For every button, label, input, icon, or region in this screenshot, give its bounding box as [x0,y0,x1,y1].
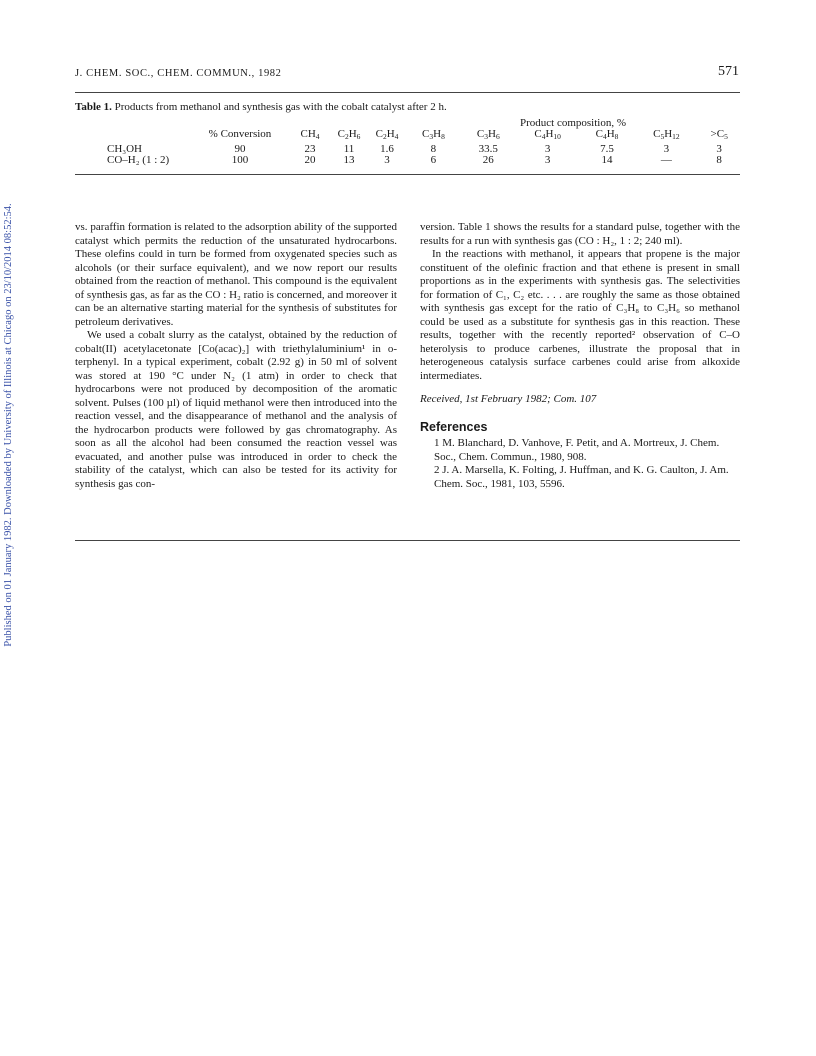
table-cell: 13 [343,154,355,166]
download-watermark [3,190,17,660]
col-c3h8: $C_3H_8$ [422,128,445,141]
reference-item: 1 M. Blanchard, D. Vanhove, F. Petit, and A. Mortreux, J. Chem. Soc., Chem. Commun., 1980, 908. [434,437,720,463]
col-ch4: $CH_4$ [300,128,320,141]
table-cell: 6 [430,154,437,166]
table-cell: 90 [234,143,246,155]
table-cell: 1.6 [380,143,394,155]
table-cell: 14 [601,154,613,166]
table-header-row [75,129,740,140]
table-bottom-rule [75,174,740,175]
reference-item: 2 J. A. Marsella, K. Folting, J. Huffman, and K. G. Caulton, J. Am. Chem. Soc., 1981, 103, 5596. [434,464,729,490]
col-c2h6: $C_2H_6$ [337,128,361,141]
table-row [75,155,740,166]
table-cell: 20 [304,154,316,166]
column-left [75,221,397,491]
download-note: Published on 01 January 1982. Downloaded by University of Illinois at Chicago on 23/10/2014 08:52:54. [3,203,14,647]
table-cell: 3 [384,154,390,166]
paragraph: We used a cobalt slurry as the catalyst, obtained by the reduction of cobalt(II) acetylacetonate [Co(acac)₂] with triethylaluminium¹ in o-terphenyl. In a typical experiment, cobalt (2.92 g) in 50 ml of solvent was stored at 190 °C under N₂ (1 atm) in order to check that hydrocarbons were not produced by decomposition of the aromatic solvent. Pulses (100 µl) of liquid methanol were then introduced into the reaction vessel, and the disappearance of methanol and the analysis of the hydrocarbon products were followed by gas chromatography. As soon as all the alcohol had been consumed the reaction vessel was evacuated, and another pulse was introduced in order to check the stability of the catalyst, which can also be tested for its activity for synthesis gas con- [75,329,397,490]
page-number: 571 [718,64,739,79]
table-cell: 26 [482,154,494,166]
table-row [75,144,740,155]
column-right [420,221,740,491]
col-c4h8: $C_4H_8$ [595,128,619,141]
col-c5h12: $C_5H_{12}$ [653,128,680,141]
table-cell: — [660,154,672,166]
received-date: Received, 1st February 1982; Com. 107 [420,393,597,405]
table-label: Table 1. [75,101,112,113]
conversion-header: % Conversion [208,128,272,140]
table-cell: 11 [343,143,355,155]
footer-rule [75,540,740,541]
paragraph: vs. paraffin formation is related to the adsorption ability of the supported catalyst which permits the reduction of the unsaturated hydrocarbons. These olefins could in turn be formed from oxygenated species such as alcohols (or their surface equivalent), and we now report our results obtained from the reaction of methanol. This compound is the equivalent of synthesis gas, as far as the CO : H₂ ratio is concerned, and moreover it can be an alternative starting material for the synthesis of substitutes for petroleum derivatives. [75,221,397,328]
table-cell: 3 [544,154,551,166]
journal-header: J. CHEM. SOC., CHEM. COMMUN., 1982 [75,68,282,79]
table-caption [75,101,447,113]
paragraph: In the reactions with methanol, it appears that propene is the major constituent of the olefinic fraction and that ethene is present in small proportions as in the experiments with synthesis gas. The selectivities for formation of C₁, C₂ etc. . . . are roughly the same as those obtained with synthesis gas except for the ratio of C₃H₈ to C₃H₆ so methanol could be used as a substitute for synthesis gas in this reaction. These results, together with the recently reported² observation of C–O heterolysis to produce carbenes, illustrate the proposal that in heterogeneous catalysis surface carbenes could arise from alkoxide intermediates. [420,248,740,382]
col-c3h6: $C_3H_6$ [476,128,500,141]
row-label: CH₃OH [107,143,143,155]
table-cell: 8 [430,143,437,155]
table-cell: 3 [716,143,722,155]
table-cell: 7.5 [600,143,614,155]
table-cell: 33.5 [478,143,498,155]
product-composition-header: Product composition, % [519,117,627,129]
products-table [75,118,740,166]
table-caption-text: Products from methanol and synthesis gas with the cobalt catalyst after 2 h. [114,101,447,113]
table-cell: 8 [716,154,722,166]
table-cell: 3 [663,143,670,155]
row-label: CO–H₂ (1 : 2) [107,154,170,166]
paragraph: version. Table 1 shows the results for a standard pulse, together with the results for a run with synthesis gas (CO : H₂, 1 : 2; 240 ml). [420,221,740,247]
table-cell: 100 [231,154,249,166]
references-heading: References [420,419,488,434]
col-gt-c5: $>C_5$ [710,128,728,141]
table-cell: 23 [304,143,316,155]
col-c2h4: $C_2H_4$ [375,128,399,141]
col-c4h10: $C_4H_{10}$ [534,128,561,141]
table-cell: 3 [544,143,551,155]
header-rule [75,92,740,93]
